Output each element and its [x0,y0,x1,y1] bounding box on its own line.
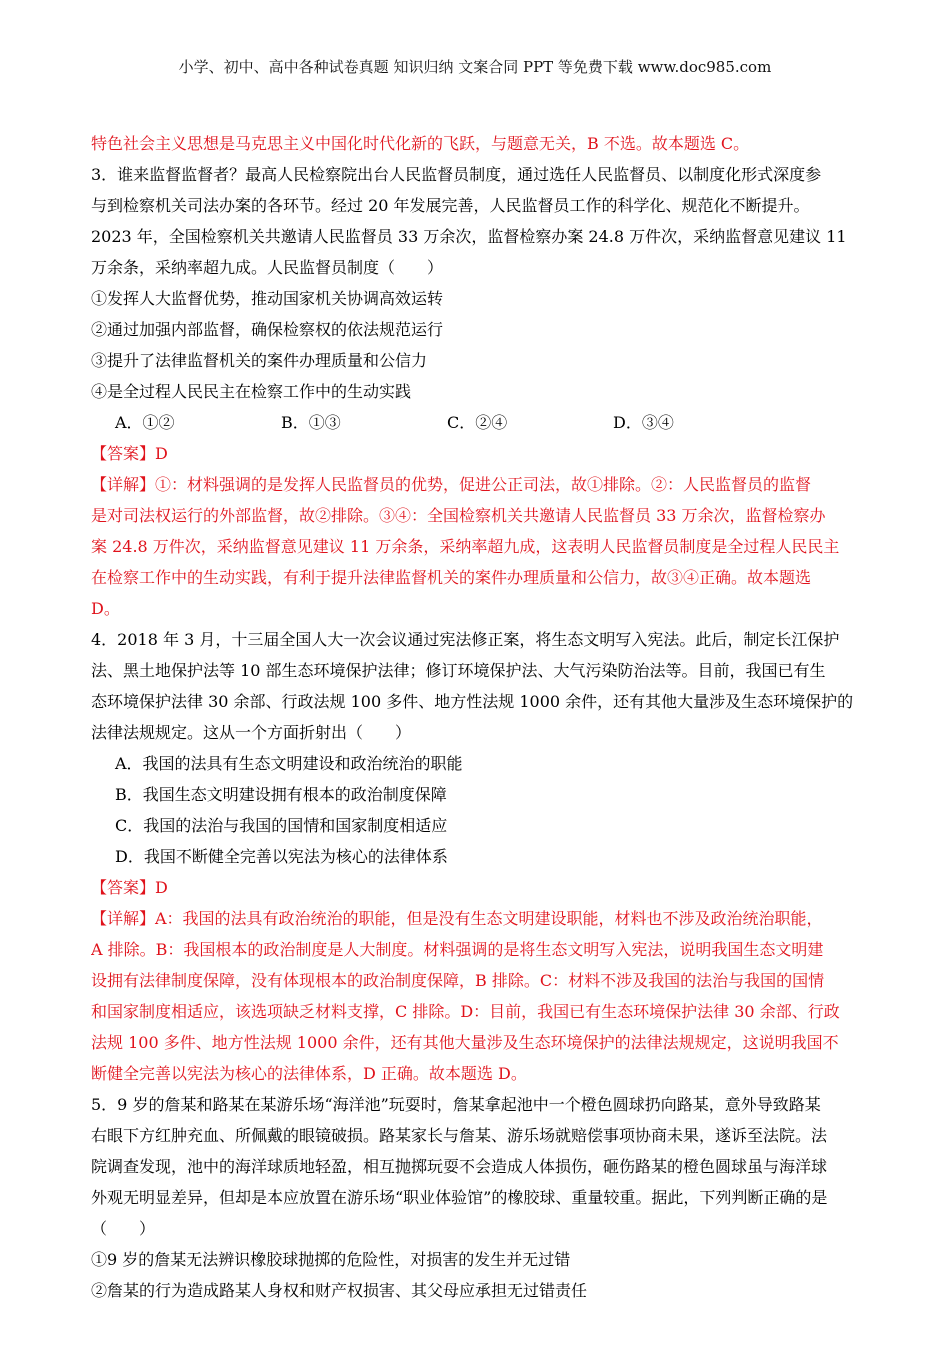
q3-item: ③提升了法律监督机关的案件办理质量和公信力 [91,351,428,370]
q5-item: ①9 岁的詹某无法辨识橡胶球抛掷的危险性，对损害的发生并无过错 [91,1250,571,1269]
page-header: 小学、初中、高中各种试卷真题 知识归纳 文案合同 PPT 等免费下载 www.doc985.com [178,58,772,76]
q3-option-c: C．②④ [447,413,508,432]
q3-explain-line: 是对司法权运行的外部监督，故②排除。③④：全国检察机关共邀请人民监督员 33 万余次，监督检察办 [91,506,826,525]
q5-stem-line: 外观无明显差异，但却是本应放置在游乐场“职业体验馆”的橡胶球、重量较重。据此，下列判断正确的是 [91,1188,828,1207]
q4-explain-line: A 排除。B：我国根本的政治制度是人大制度。材料强调的是将生态文明写入宪法，说明我国生态文明建 [91,940,824,959]
q3-option-d: D．③④ [613,413,674,432]
q5-stem-line: 右眼下方红肿充血、所佩戴的眼镜破损。路某家长与詹某、游乐场就赔偿事项协商未果，遂诉至法院。法 [91,1126,828,1145]
q4-answer: 【答案】D [91,878,168,897]
question-4 [91,624,861,1089]
q5-stem-line: （ ） [91,1219,156,1238]
question-3 [91,159,861,624]
q3-stem-line: 3．谁来监督监督者？最高人民检察院出台人民监督员制度，通过选任人民监督员、以制度化形式深度参 [91,165,822,184]
q4-explain-line: 法规 100 多件、地方性法规 1000 余件，还有其他大量涉及生态环境保护的法律法规规定，这说明我国不 [91,1033,839,1052]
q4-stem-line: 态环境保护法律 30 余部、行政法规 100 多件、地方性法规 1000 余件，还有其他大量涉及生态环境保护的 [91,692,854,711]
q5-stem-line: 5．9 岁的詹某和路某在某游乐场“海洋池”玩耍时，詹某拿起池中一个橙色圆球扔向路某，意外导致路某 [91,1095,821,1114]
q5-stem-line: 院调查发现，池中的海洋球质地轻盈，相互抛掷玩耍不会造成人体损伤，砸伤路某的橙色圆球虽与海洋球 [91,1157,828,1176]
q3-item: ①发挥人大监督优势，推动国家机关协调高效运转 [91,289,444,308]
q3-answer: 【答案】D [91,444,168,463]
q5-item: ②詹某的行为造成路某人身权和财产权损害、其父母应承担无过错责任 [91,1281,588,1300]
q3-item: ②通过加强内部监督，确保检察权的依法规范运行 [91,320,444,339]
q4-option-a: A．我国的法具有生态文明建设和政治统治的职能 [115,754,463,773]
question-5 [91,1089,861,1306]
q4-explain-line: 【详解】A：我国的法具有政治统治的职能，但是没有生态文明建设职能，材料也不涉及政治统治职能， [91,909,823,928]
document-body [91,128,861,1306]
q3-options [91,407,861,438]
q3-explain-line: 案 24.8 万件次，采纳监督意见建议 11 万余条，采纳率超九成，这表明人民监督员制度是全过程人民民主 [91,537,840,556]
q3-stem-line: 与到检察机关司法办案的各环节。经过 20 年发展完善，人民监督员工作的科学化、规范化不断提升。 [91,196,810,215]
q4-stem-line: 4．2018 年 3 月，十三届全国人大一次会议通过宪法修正案，将生态文明写入宪法。此后，制定长江保护 [91,630,840,649]
q3-explain-line: D。 [91,599,120,618]
q4-stem-line: 法、黑土地保护法等 10 部生态环境保护法律；修订环境保护法、大气污染防治法等。目前，我国已有生 [91,661,826,680]
q3-item: ④是全过程人民民主在检察工作中的生动实践 [91,382,412,401]
q4-explain-line: 断健全完善以宪法为核心的法律体系，D 正确。故本题选 D。 [91,1064,527,1083]
q4-stem-line: 法律法规规定。这从一个方面折射出（ ） [91,723,412,742]
prev-answer-tail: 特色社会主义思想是马克思主义中国化时代化新的飞跃，与题意无关，B 不选。故本题选 C。 [91,134,750,153]
q4-explain-line: 设拥有法律制度保障，没有体现根本的政治制度保障，B 排除。C：材料不涉及我国的法治与我国的国情 [91,971,825,990]
q3-stem-line: 2023 年，全国检察机关共邀请人民监督员 33 万余次，监督检察办案 24.8 万件次，采纳监督意见建议 11 [91,227,847,246]
q3-explain-line: 在检察工作中的生动实践，有利于提升法律监督机关的案件办理质量和公信力，故③④正确。故本题选 [91,568,812,587]
q3-option-b: B．①③ [281,413,341,432]
q3-option-a: A．①② [115,413,175,432]
q4-explain-line: 和国家制度相适应，该选项缺乏材料支撑，C 排除。D：目前，我国已有生态环境保护法律 30 余部、行政 [91,1002,840,1021]
q4-option-d: D．我国不断健全完善以宪法为核心的法律体系 [115,847,448,866]
q3-explain-line: 【详解】①：材料强调的是发挥人民监督员的优势，促进公正司法，故①排除。②：人民监督员的监督 [91,475,812,494]
q4-option-b: B．我国生态文明建设拥有根本的政治制度保障 [115,785,447,804]
q4-option-c: C．我国的法治与我国的国情和国家制度相适应 [115,816,448,835]
q3-stem-line: 万余条，采纳率超九成。人民监督员制度（ ） [91,258,444,277]
